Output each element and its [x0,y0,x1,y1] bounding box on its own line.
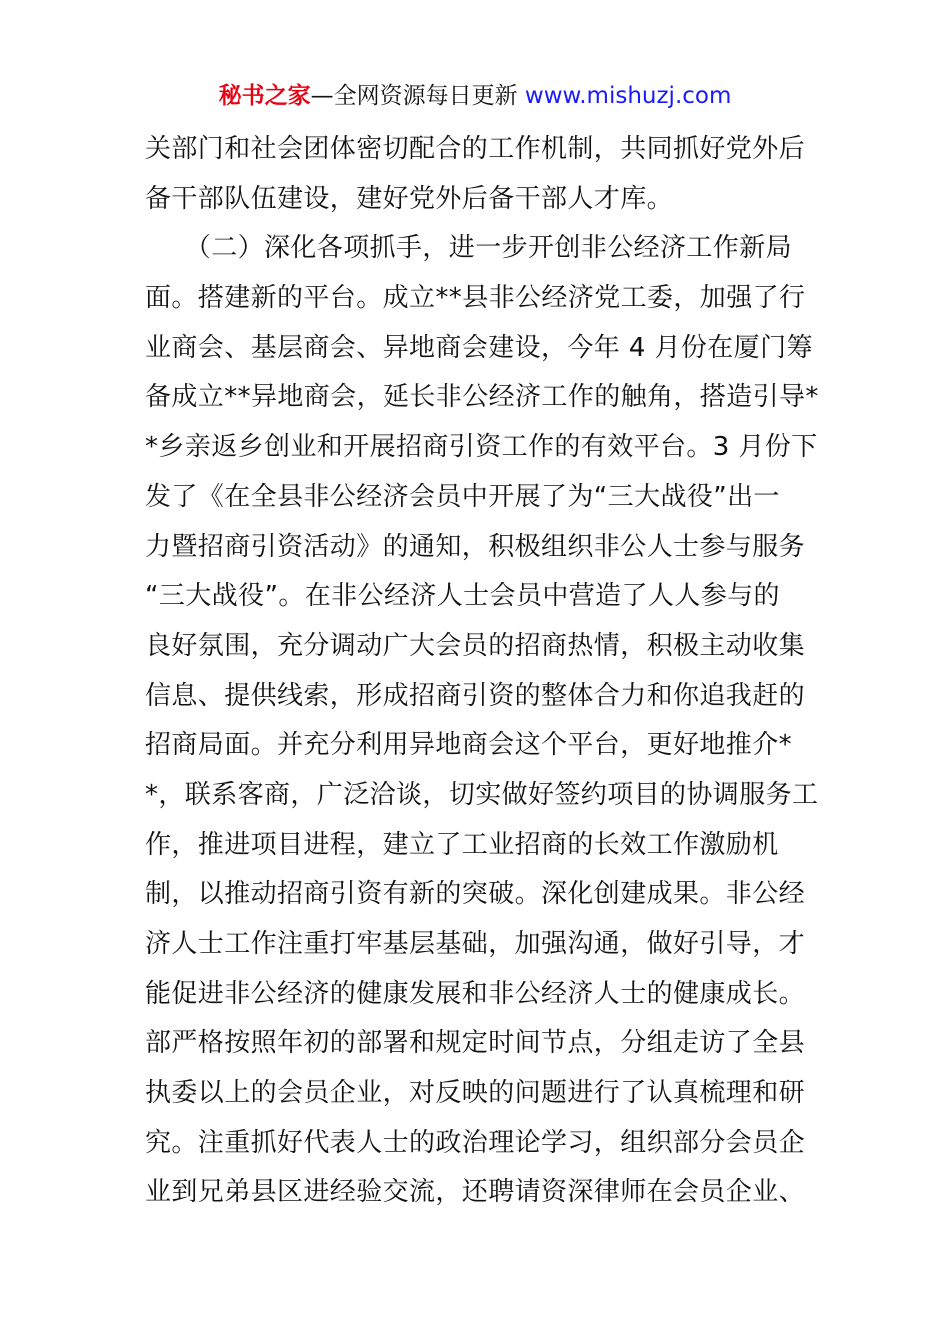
text-line: 招商局面。并充分利用异地商会这个平台，更好地推介* [145,730,793,761]
text-line: 部严格按照年初的部署和规定时间节点，分组走访了全县 [145,1028,806,1059]
text-line: 良好氛围，充分调动广大会员的招商热情，积极主动收集 [145,630,806,661]
document-body [145,125,819,1218]
text-line: 制，以推动招商引资有新的突破。深化创建成果。非公经 [145,879,806,910]
text-line: 备成立**异地商会，延长非公经济工作的触角，搭造引导* [145,382,819,413]
text-line: “三大战役”。在非公经济人士会员中营造了人人参与的 [145,581,780,612]
text-line: *乡亲返乡创业和开展招商引资工作的有效平台。3 月份下 [145,432,818,463]
text-line: 面。搭建新的平台。成立**县非公经济党工委，加强了行 [145,283,806,314]
text-line: 备干部队伍建设，建好党外后备干部人才库。 [145,183,674,214]
site-url[interactable]: www.mishuzj.com [524,83,732,109]
text-line: 究。注重抓好代表人士的政治理论学习，组织部分会员企 [145,1127,806,1158]
site-tagline: —全网资源每日更新 [310,83,518,109]
text-line: 业商会、基层商会、异地商会建设，今年 4 月份在厦门筹 [145,332,813,363]
text-line: 发了《在全县非公经济会员中开展了为“三大战役”出一 [145,481,780,512]
text-line: 执委以上的会员企业，对反映的问题进行了认真梳理和研 [145,1078,806,1109]
text-line: 济人士工作注重打牢基层基础，加强沟通，做好引导，才 [145,929,806,959]
text-line: 作，推进项目进程，建立了工业招商的长效工作激励机 [145,829,779,860]
text-line: 信息、提供线索，形成招商引资的整体合力和你追我赶的 [145,680,806,711]
text-line: （二）深化各项抓手，进一步开创非公经济工作新局 [145,233,793,264]
text-line: 能促进非公经济的健康发展和非公经济人士的健康成长。 [145,978,806,1009]
text-line: 业到兄弟县区进经验交流，还聘请资深律师在会员企业、 [145,1177,806,1208]
text-line: 力暨招商引资活动》的通知，积极组织非公人士参与服务 [145,531,806,562]
text-line: 关部门和社会团体密切配合的工作机制，共同抓好党外后 [145,134,806,164]
site-header [0,80,950,112]
text-line: *，联系客商，广泛洽谈，切实做好签约项目的协调服务工 [145,779,819,810]
site-brand: 秘书之家 [218,83,311,109]
